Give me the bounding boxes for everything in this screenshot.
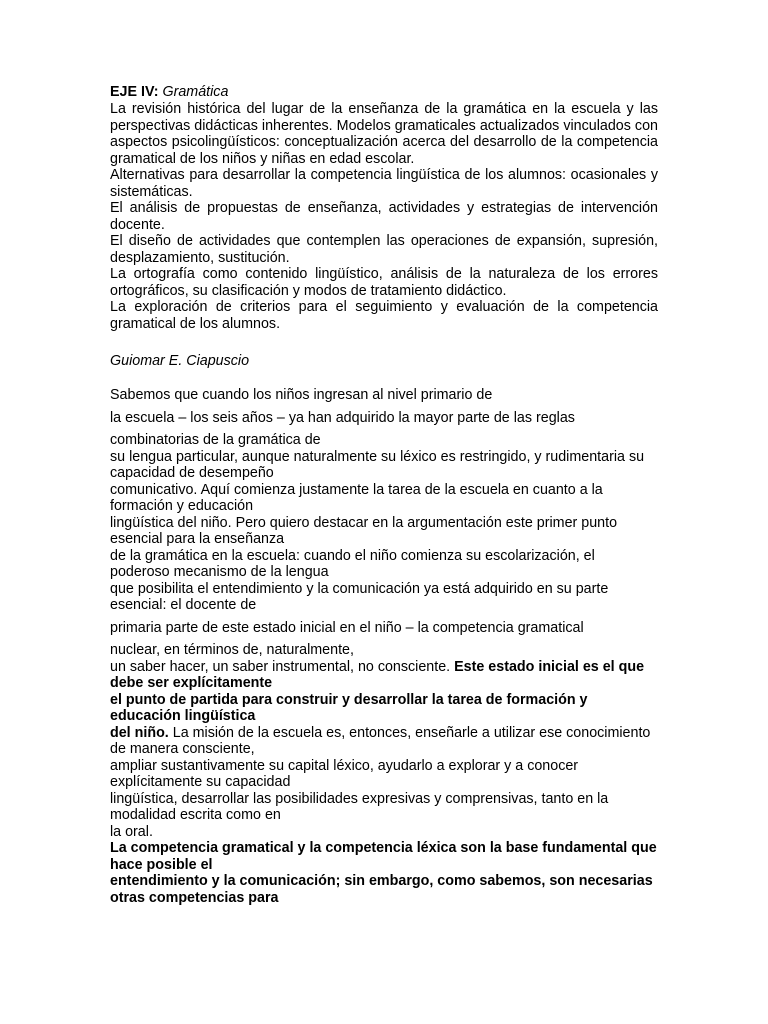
body-line: ampliar sustantivamente su capital léxico, ayudarlo a explorar y a conocer explícitamente su capacidad	[110, 757, 579, 790]
body-bold-text: Este estado inicial es el que debe ser explícitamente	[110, 658, 645, 691]
body-line: combinatorias de la gramática de	[110, 432, 321, 448]
body-line: lingüística del niño. Pero quiero destacar en la argumentación este primer punto esencial para la enseñanza	[110, 514, 618, 547]
body-bold-line: entendimiento y la comunicación; sin embargo, como sabemos, son necesarias otras competencias para	[110, 873, 653, 906]
body-line: su lengua particular, aunque naturalmente su léxico es restringido, y rudimentaria su capacidad de desempeño	[110, 448, 645, 481]
body-line: comunicativo. Aquí comienza justamente la tarea de la escuela en cuanto a la formación y educación	[110, 481, 603, 514]
body-text: La misión de la escuela es, entonces, enseñarle a utilizar ese conocimiento de manera consciente,	[110, 724, 651, 757]
body-line: Sabemos que cuando los niños ingresan al nivel primario de	[110, 387, 493, 403]
intro-paragraph: Alternativas para desarrollar la competencia lingüística de los alumnos: ocasionales y sistemáticas.	[110, 167, 658, 200]
body-line	[110, 725, 658, 758]
body-line: primaria parte de este estado inicial en el niño – la competencia gramatical	[110, 619, 584, 636]
body-line: nuclear, en términos de, naturalmente,	[110, 642, 354, 658]
intro-section	[110, 101, 658, 332]
body-bold-line: el punto de partida para construir y desarrollar la tarea de formación y educación lingüística	[110, 691, 588, 724]
body-line	[110, 659, 658, 692]
body-line: de la gramática en la escuela: cuando el niño comienza su escolarización, el poderoso mecanismo de la lengua	[110, 547, 595, 580]
intro-paragraph: La ortografía como contenido lingüístico, análisis de la naturaleza de los errores ortográficos, su clasificación y modos de tratamiento didáctico.	[110, 266, 658, 299]
intro-paragraph: El análisis de propuestas de enseñanza, actividades y estrategias de intervención docente.	[110, 200, 658, 233]
body-line: lingüística, desarrollar las posibilidades expresivas y comprensivas, tanto en la modalidad escrita como en	[110, 790, 609, 823]
essay-body	[110, 387, 658, 906]
body-bold-line: La competencia gramatical y la competencia léxica son la base fundamental que hace posible el	[110, 840, 657, 873]
heading-subtitle: Gramática	[162, 84, 229, 100]
body-bold-text: del niño.	[110, 724, 169, 741]
heading-label: EJE IV:	[110, 84, 159, 100]
body-text: un saber hacer, un saber instrumental, no consciente.	[110, 658, 455, 675]
intro-paragraph: La exploración de criterios para el seguimiento y evaluación de la competencia gramatical de los alumnos.	[110, 299, 658, 332]
author-name: Guiomar E. Ciapuscio	[110, 353, 250, 369]
intro-paragraph: El diseño de actividades que contemplen las operaciones de expansión, supresión, desplazamiento, sustitución.	[110, 233, 658, 266]
section-heading	[110, 84, 658, 101]
intro-paragraph: La revisión histórica del lugar de la enseñanza de la gramática en la escuela y las perspectivas didácticas inherentes. Modelos gramaticales actualizados vinculados con aspectos psicolingüísticos: conceptualización acerca del desarrollo de la competencia gramatical de los niños y niñas en edad escolar.	[110, 101, 658, 167]
body-line: la escuela – los seis años – ya han adquirido la mayor parte de las reglas	[110, 409, 575, 426]
body-line: la oral.	[110, 823, 153, 840]
body-line: que posibilita el entendimiento y la comunicación ya está adquirido en su parte esencial: el docente de	[110, 580, 609, 613]
